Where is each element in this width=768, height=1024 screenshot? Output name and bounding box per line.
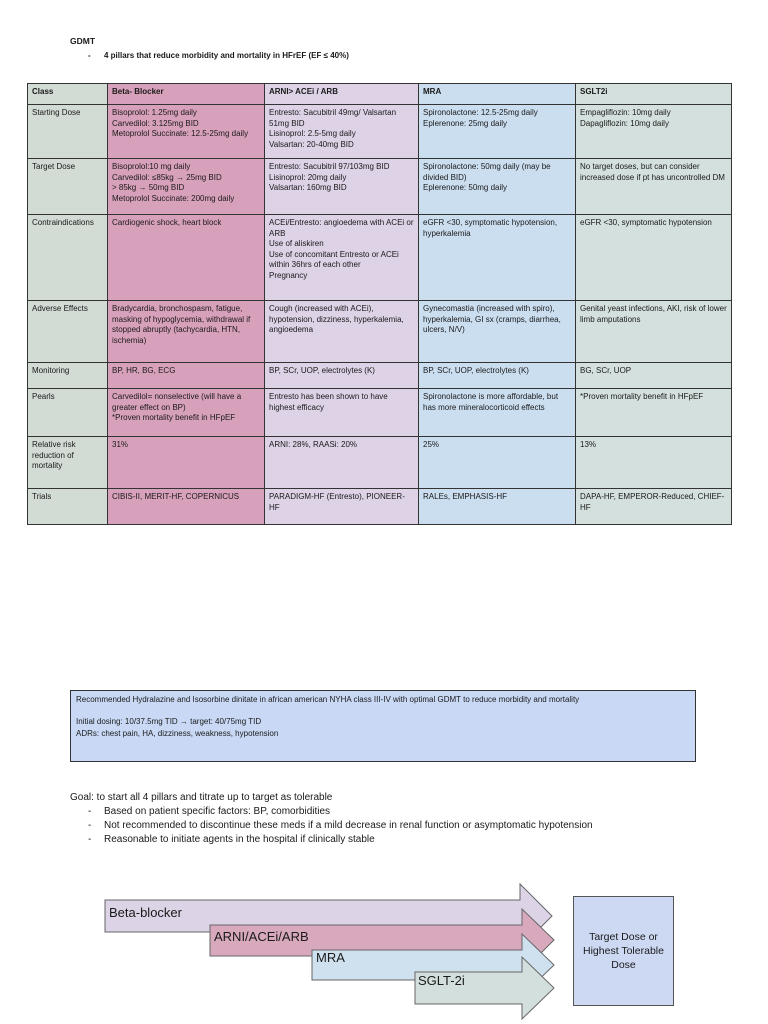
row-label: Monitoring bbox=[28, 363, 108, 389]
cell-text: Entresto: Sacubitril 97/103mg BID bbox=[269, 162, 390, 171]
cell-text: 31% bbox=[112, 440, 129, 449]
cell-text: ACEi/Entresto: angioedema with ACEi or ARB bbox=[269, 218, 414, 238]
cell-text: Eplerenone: 50mg daily bbox=[423, 183, 508, 192]
cell-text: Bisoprolol:10 mg daily bbox=[112, 162, 191, 171]
column-header-arni: ARNI> ACEi / ARB bbox=[265, 84, 419, 105]
column-header-class: Class bbox=[28, 84, 108, 105]
column-header-mra: MRA bbox=[419, 84, 576, 105]
cell-text: Lisinoprol: 2.5-5mg daily bbox=[269, 129, 356, 138]
goal-item: - Reasonable to initiate agents in the hospital if clinically stable bbox=[88, 834, 375, 845]
cell-text: Bradycardia, bronchospasm, fatigue, masking of hypoglycemia, withdrawal if stopped abruptly (tachycardia, HTN, ischemia) bbox=[112, 304, 251, 345]
note-line-recommendation: Recommended Hydralazine and Isosorbine dinitate in african american NYHA class III-IV with optimal GDMT to reduce morbidity and mortality bbox=[76, 695, 580, 704]
goal-item: - Not recommended to discontinue these meds if a mild decrease in renal function or asymptomatic hypotension bbox=[88, 820, 593, 831]
goal-item-text: Based on patient specific factors: BP, comorbidities bbox=[104, 806, 331, 817]
goal-item: - Based on patient specific factors: BP, comorbidities bbox=[88, 806, 331, 817]
cell-text: BG, SCr, UOP bbox=[580, 366, 632, 375]
heading-bullet: - 4 pillars that reduce morbidity and mortality in HFrEF (EF ≤ 40%) bbox=[88, 51, 349, 60]
cell-text: Dapagliflozin: 10mg daily bbox=[580, 118, 669, 128]
cell-text: Gynecomastia (increased with spiro), hyperkalemia, GI sx (cramps, diarrhea, ulcers, N/V) bbox=[423, 304, 561, 334]
cell-text: *Proven mortality benefit in HFpEF bbox=[112, 413, 236, 422]
cell-text: ARNI: 28%, RAASi: 20% bbox=[269, 440, 358, 449]
note-line-dosing: Initial dosing: 10/37.5mg TID → target: 40/75mg TID bbox=[76, 717, 262, 726]
arrow-label-mra: MRA bbox=[316, 950, 345, 965]
cell-text: Cardiogenic shock, heart block bbox=[112, 218, 222, 227]
cell-text: BP, SCr, UOP, electrolytes (K) bbox=[423, 366, 529, 375]
row-label: Contraindications bbox=[28, 215, 108, 301]
cell-text: 25% bbox=[423, 440, 440, 449]
cell-text: Use of concomitant Entresto or ACEi within 36hrs of each other bbox=[269, 249, 399, 269]
goal-heading: Goal: to start all 4 pillars and titrate up to target as tolerable bbox=[70, 792, 333, 803]
cell-text: Carvedilol: 3.125mg BID bbox=[112, 118, 199, 128]
cell-text: *Proven mortality benefit in HFpEF bbox=[580, 392, 704, 401]
cell-text: Valsartan: 20-40mg BID bbox=[269, 139, 354, 149]
cell-text: Carvedilol= nonselective (will have a greater effect on BP) bbox=[112, 392, 242, 412]
cell-text: Spironolactone: 12.5-25mg daily bbox=[423, 108, 538, 117]
cell-text: Spironolactone: 50mg daily (may be divided BID) bbox=[423, 162, 551, 182]
target-dose-label: Target Dose or Highest Tolerable Dose bbox=[583, 931, 664, 971]
cell-text: Spironolactone is more affordable, but has more mineralocorticoid effects bbox=[423, 392, 559, 412]
cell-text: Entresto: Sacubitril 49mg/ Valsartan 51mg BID bbox=[269, 108, 397, 128]
target-dose-box bbox=[573, 896, 674, 1006]
row-label: Relative risk reduction of mortality bbox=[28, 437, 108, 489]
goal-item-text: Reasonable to initiate agents in the hospital if clinically stable bbox=[104, 834, 375, 845]
cell-text: 13% bbox=[580, 440, 597, 449]
cell-text: Eplerenone: 25mg daily bbox=[423, 118, 508, 128]
heading-bullet-text: 4 pillars that reduce morbidity and mortality in HFrEF (EF ≤ 40%) bbox=[104, 51, 349, 60]
cell-text: BP, HR, BG, ECG bbox=[112, 366, 176, 375]
cell-text: Bisoprolol: 1.25mg daily bbox=[112, 108, 197, 117]
cell-text: DAPA-HF, EMPEROR-Reduced, CHIEF-HF bbox=[580, 492, 725, 512]
cell-text: CIBIS-II, MERIT-HF, COPERNICUS bbox=[112, 492, 240, 501]
page-heading: GDMT bbox=[70, 36, 96, 46]
cell-text: Pregnancy bbox=[269, 270, 308, 280]
cell-text: PARADIGM-HF (Entresto), PIONEER-HF bbox=[269, 492, 405, 512]
cell-text: Metoprolol Succinate: 200mg daily bbox=[112, 193, 235, 203]
cell-text: BP, SCr, UOP, electrolytes (K) bbox=[269, 366, 375, 375]
arrow-label-arni: ARNI/ACEi/ARB bbox=[214, 929, 309, 944]
cell-text: Entresto has been shown to have highest efficacy bbox=[269, 392, 388, 412]
cell-text: eGFR <30, symptomatic hypotension, hyperkalemia bbox=[423, 218, 558, 238]
row-label: Starting Dose bbox=[28, 105, 108, 159]
arrow-label-sglt2i: SGLT-2i bbox=[418, 973, 465, 988]
cell-text: Valsartan: 160mg BID bbox=[269, 183, 347, 192]
row-label: Trials bbox=[28, 489, 108, 525]
column-header-sglt2i: SGLT2i bbox=[576, 84, 732, 105]
note-line-adrs: ADRs: chest pain, HA, dizziness, weakness, hypotension bbox=[76, 729, 279, 738]
cell-text: Genital yeast infections, AKI, risk of lower limb amputations bbox=[580, 304, 727, 324]
column-header-beta-blocker: Beta- Blocker bbox=[108, 84, 265, 105]
row-label: Pearls bbox=[28, 389, 108, 437]
cell-text: eGFR <30, symptomatic hypotension bbox=[580, 218, 712, 227]
cell-text: Use of aliskiren bbox=[269, 239, 324, 248]
cell-text: Metoprolol Succinate: 12.5-25mg daily bbox=[112, 129, 249, 138]
cell-text: RALEs, EMPHASIS-HF bbox=[423, 492, 508, 501]
arrow-label-beta-blocker: Beta-blocker bbox=[109, 905, 182, 920]
cell-text: Carvedilol: ≤85kg → 25mg BID bbox=[112, 172, 222, 182]
cell-text: Empagliflozin: 10mg daily bbox=[580, 108, 671, 117]
cell-text: Lisinoprol: 20mg daily bbox=[269, 172, 347, 182]
cell-text: Cough (increased with ACEi), hypotension, dizziness, hyperkalemia, angioedema bbox=[269, 304, 404, 334]
cell-text: > 85kg → 50mg BID bbox=[112, 183, 185, 192]
row-label: Target Dose bbox=[28, 159, 108, 215]
goal-item-text: Not recommended to discontinue these meds if a mild decrease in renal function or asymptomatic hypotension bbox=[104, 820, 593, 831]
row-label: Adverse Effects bbox=[28, 301, 108, 363]
cell-text: No target doses, but can consider increased dose if pt has uncontrolled DM bbox=[580, 162, 725, 182]
